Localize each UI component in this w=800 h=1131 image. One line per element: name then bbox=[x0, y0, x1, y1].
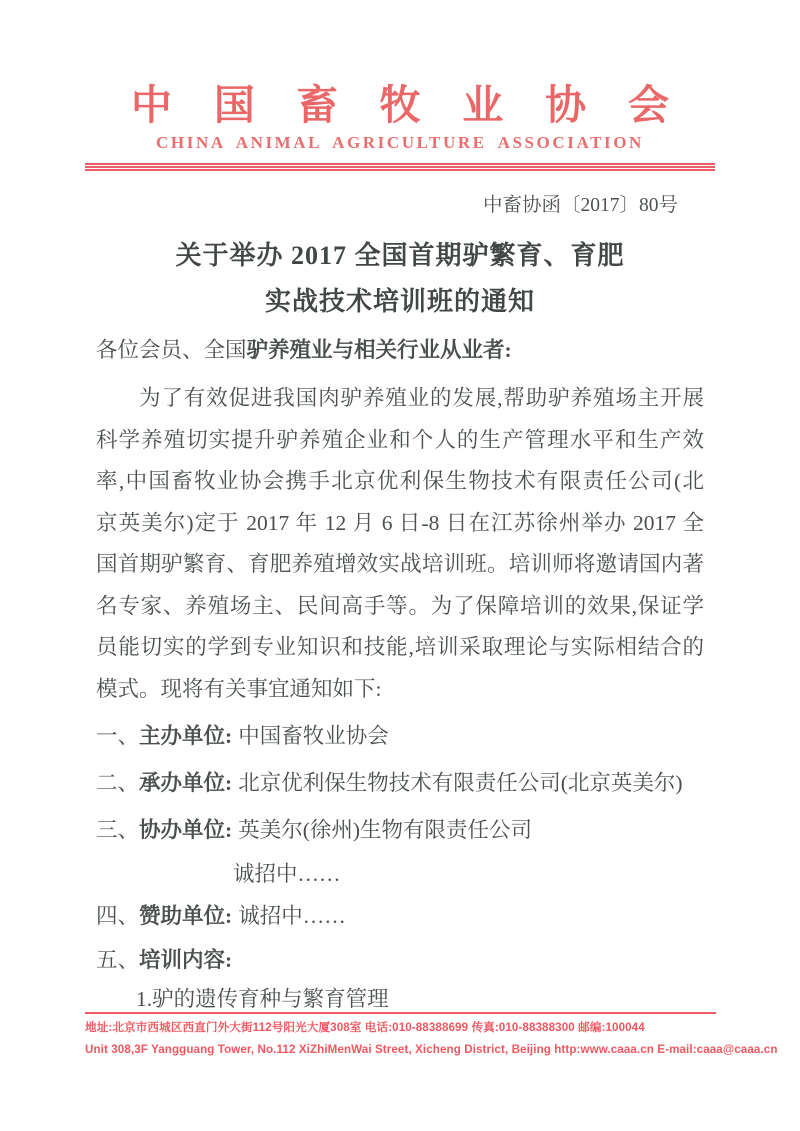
item-value: 英美尔(徐州)生物有限责任公司 bbox=[238, 818, 533, 843]
item-label: 赞助单位: bbox=[139, 904, 233, 929]
document-title-line-1: 关于举办 2017 全国首期驴繁育、育肥 bbox=[175, 241, 625, 271]
item-marker: 五、 bbox=[96, 948, 140, 973]
footer-rule bbox=[85, 1012, 716, 1014]
item-value: 中国畜牧业协会 bbox=[238, 724, 389, 749]
document-title-line-2: 实战技术培训班的通知 bbox=[264, 287, 535, 317]
document-title bbox=[0, 233, 800, 325]
paragraph-line: 为了有效促进我国肉驴养殖业的发展,帮助驴养殖场主开展 bbox=[139, 386, 704, 411]
paragraph-line: 员能切实的学到专业知识和技能,培训采取理论与实际相结合的 bbox=[96, 635, 704, 660]
org-name-chinese: 中国畜牧业协会 bbox=[131, 82, 711, 128]
item-label: 承办单位: bbox=[139, 771, 233, 796]
item-marker: 二、 bbox=[96, 771, 140, 796]
item-value: 北京优利保生物技术有限责任公司(北京英美尔) bbox=[238, 771, 683, 796]
list-item-recruiting bbox=[96, 854, 704, 894]
item-marker: 三、 bbox=[96, 818, 140, 843]
salutation-bold: 驴养殖业与相关行业从业者: bbox=[246, 338, 512, 363]
footer-address-cn: 地址:北京市西城区西直门外大街112号阳光大厦308室 电话:010-88388699 传真:010-88388300 邮编:100044 bbox=[85, 1021, 645, 1034]
item-value: 1.驴的遗传育种与繁育管理 bbox=[136, 987, 389, 1012]
paragraph-line: 国首期驴繁育、育肥养殖增效实战培训班。培训师将邀请国内著 bbox=[96, 552, 704, 577]
item-label: 协办单位: bbox=[139, 818, 233, 843]
paragraph-line: 京英美尔)定于 2017 年 12 月 6 日-8 日在江苏徐州举办 2017 全 bbox=[96, 510, 704, 535]
item-marker: 四、 bbox=[96, 904, 140, 929]
letterhead-rule bbox=[85, 163, 715, 171]
footer-address-en: Unit 308,3F Yangguang Tower, No.112 XiZhiMenWai Street, Xicheng District, Beijing http:www.caaa.cn E-mail:caaa@caaa.cn bbox=[85, 1042, 778, 1056]
list-item-undertaker bbox=[96, 760, 704, 807]
letterhead-footer bbox=[85, 1012, 778, 1057]
item-value: 诚招中…… bbox=[238, 904, 346, 929]
org-name-english: CHINA ANIMAL AGRICULTURE ASSOCIATION bbox=[156, 133, 644, 153]
paragraph-line: 模式。现将有关事宜通知如下: bbox=[96, 676, 382, 701]
list-item-sponsor bbox=[96, 894, 704, 938]
body-paragraph bbox=[96, 378, 704, 710]
item-label: 主办单位: bbox=[139, 724, 233, 749]
list-item-organizer bbox=[96, 713, 704, 760]
paragraph-line: 率,中国畜牧业协会携手北京优利保生物技术有限责任公司(北 bbox=[96, 469, 704, 494]
list-item-training-content bbox=[96, 938, 704, 982]
item-marker: 一、 bbox=[96, 724, 140, 749]
paragraph-line: 名专家、养殖场主、民间高手等。为了保障培训的效果,保证学 bbox=[96, 593, 704, 618]
notice-item-list bbox=[96, 713, 704, 1017]
item-value: 诚招中…… bbox=[233, 862, 341, 887]
document-reference-number: 中畜协函〔2017〕80号 bbox=[482, 195, 678, 217]
item-label: 培训内容: bbox=[139, 948, 233, 973]
paragraph-line: 科学养殖切实提升驴养殖企业和个人的生产管理水平和生产效 bbox=[96, 427, 704, 452]
salutation-normal: 各位会员、全国 bbox=[96, 338, 247, 363]
list-item-co-organizer bbox=[96, 807, 704, 854]
salutation bbox=[96, 335, 704, 366]
